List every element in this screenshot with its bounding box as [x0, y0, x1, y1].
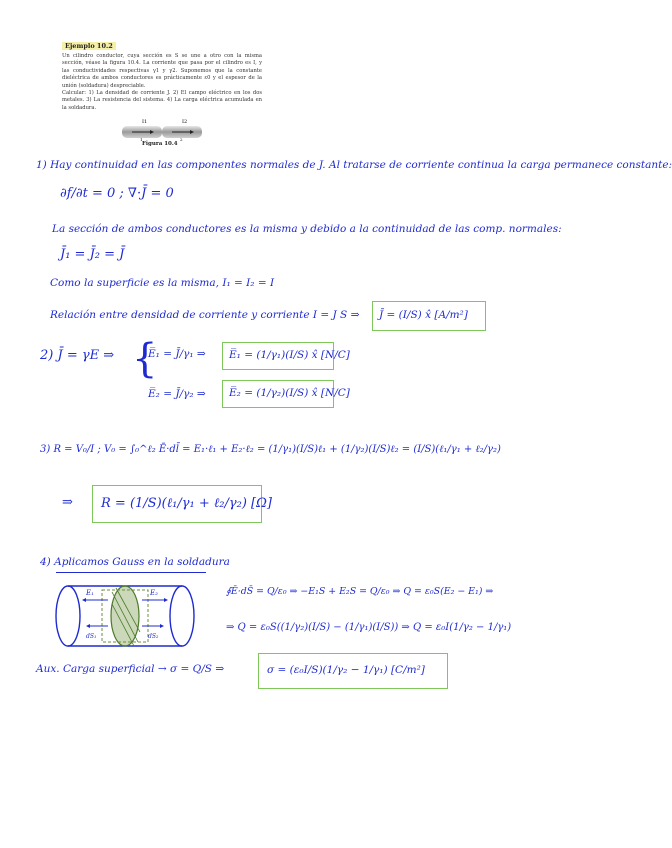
part3-arrow: ⇒ [62, 495, 73, 510]
part2-brace: { [132, 336, 158, 382]
part3-result: R = (1/S)(ℓ₁/γ₁ + ℓ₂/γ₂) [Ω] [101, 496, 272, 511]
part1-current-equality: Como la superficie es la misma, I₁ = I₂ = I [50, 277, 275, 289]
problem-text: Un cilindro conductor, cuya sección es S se une a otro con la misma sección, véase la figura 10.4. La corriente que pasa por el cilindro es I, y las conductividades respectivas γ1 y γ2. Suponemos que la constante dieléctrica de ambos conductores es prácticamente ε0 y el espesor de la unión (soldadura) despreciable. [62, 53, 262, 89]
part4-gauss-eq: ∮Ē·dS̄ = Q/ε₀ ⇒ −E₁S + E₂S = Q/ε₀ ⇒ Q = ε₀S(E₂ − E₁) ⇒ [226, 586, 494, 597]
part4-head: 4) Aplicamos Gauss en la soldadura [40, 556, 230, 568]
cyl-label-e2: E₂ [150, 589, 158, 597]
figure-caption: Figura 10.4 [142, 141, 178, 147]
part2-e2-result: E̅₂ = (1/γ₂)(I/S) x̂ [N/C] [229, 387, 350, 399]
part3-result-box [92, 485, 272, 523]
part1-relation-text: Relación entre densidad de corriente y corriente I = J S ⇒ [50, 309, 360, 321]
problem-question: Calcular: 1) La densidad de corriente J. 2) El campo eléctrico en los dos metales. 3) La resistencia del sistema. 4) La carga eléctrica acumulada en la soldadura. [62, 90, 262, 111]
fig-label-2: 2 [180, 137, 183, 142]
part1-section-text: La sección de ambos conductores es la misma y debido a la continuidad de las comp. normales: [52, 223, 562, 235]
fig-label-i1: I1 [142, 119, 148, 125]
part1-result: J̄ = (I/S) x̂ [A/m²] [379, 309, 468, 321]
part4-sigma-text: Aux. Carga superficial → σ = Q/S ⇒ [36, 663, 225, 675]
part2-e2-box [222, 380, 350, 408]
part3-head: 3) R = V₀/I ; V₀ = ∫₀^ℓ₂ Ē·dl̄ = E₁·ℓ₁ + E₂·ℓ₂ = (1/γ₁)(I/S)ℓ₁ + (1/γ₂)(I/S)ℓ₂ = (I/S)(ℓ₁/γ₁ + ℓ₂/γ₂) [40, 444, 501, 455]
gauss-cylinder-diagram [50, 580, 200, 652]
cyl-label-ds2: dS₂ [148, 633, 159, 640]
example-title: Ejemplo 10.2 [62, 42, 116, 50]
part4-result-box [258, 653, 448, 689]
part1-continuity-eq: ∂f/∂t = 0 ; ∇·J̄ = 0 [60, 186, 174, 201]
part4-head-underline [56, 572, 206, 573]
cyl-label-e1: E₁ [86, 589, 94, 597]
part2-e1: E̅₁ = J̄/γ₁ ⇒ [148, 348, 206, 360]
part4-charge-eq: ⇒ Q = ε₀S((1/γ₂)(I/S) − (1/γ₁)(I/S)) ⇒ Q = ε₀I(1/γ₂ − 1/γ₁) [226, 622, 512, 633]
part2-head: 2) J̄ = γE ⇒ [40, 348, 115, 363]
figure-10-4 [118, 114, 208, 142]
cyl-label-ds1: dS₁ [86, 633, 97, 640]
part1-j-equality: J̄₁ = J̄₂ = J̄ [60, 247, 125, 262]
fig-label-1: 1 [140, 137, 143, 142]
part2-e1-result: E̅₁ = (1/γ₁)(I/S) x̂ [N/C] [229, 349, 350, 361]
problem-statement [62, 53, 262, 112]
part1-intro: 1) Hay continuidad en las componentes normales de J. Al tratarse de corriente continua la carga permanece constante: [36, 159, 672, 171]
part2-e2: E̅₂ = J̄/γ₂ ⇒ [148, 388, 206, 400]
fig-label-i2: I2 [182, 119, 188, 125]
part2-e1-box [222, 342, 350, 370]
weld-surface [111, 586, 139, 646]
part4-result: σ = (ε₀I/S)(1/γ₂ − 1/γ₁) [C/m²] [267, 664, 425, 676]
part1-result-box [372, 301, 486, 331]
